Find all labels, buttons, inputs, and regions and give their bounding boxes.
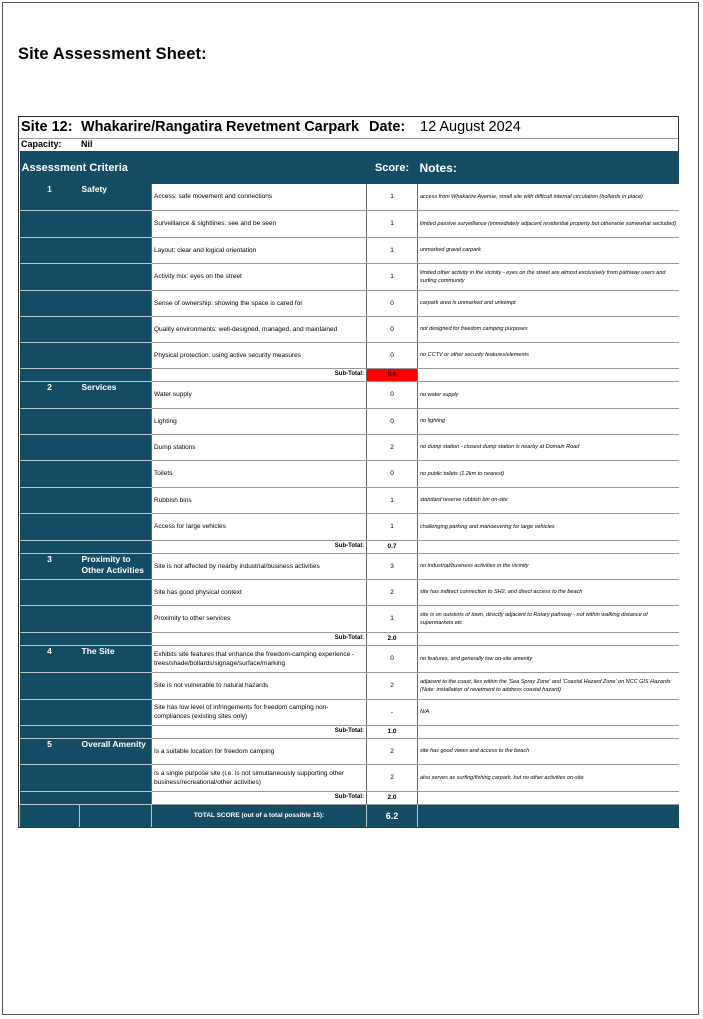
table-row: [20, 342, 679, 368]
criterion-text: Activity mix: eyes on the street: [152, 263, 367, 290]
table-row: [20, 210, 679, 237]
subtotal-row: [20, 791, 679, 804]
section-number-cell: [20, 263, 80, 290]
section-number-cell: [20, 290, 80, 316]
criterion-note: no public toilets (1.2km to nearest): [418, 460, 679, 487]
section-name-cell: [80, 699, 152, 725]
section-name-cell: [80, 579, 152, 605]
criterion-score: 1: [367, 184, 418, 210]
criterion-score: 2: [367, 738, 418, 764]
section-name: Services: [80, 381, 152, 408]
section-number-cell: [20, 699, 80, 725]
section-number: 3: [20, 553, 80, 579]
subtotal-value: 0.7: [367, 540, 418, 553]
section-name: Proximity to Other Activities: [80, 553, 152, 579]
section-number: 5: [20, 738, 80, 764]
section-name-cell: [80, 316, 152, 342]
criterion-note: no water supply: [418, 381, 679, 408]
section-name-cell: [80, 460, 152, 487]
table-row: [20, 237, 679, 263]
section-name-cell: [80, 237, 152, 263]
total-spacer: [418, 804, 679, 827]
criterion-score: 0: [367, 645, 418, 672]
section-name: The Site: [80, 645, 152, 672]
criterion-score: 1: [367, 513, 418, 540]
subtotal-spacer: [80, 632, 152, 645]
criterion-note: limited other activity in the vicinity - eyes on the street are almost exclusively from pathway users and surfing community: [418, 263, 679, 290]
table-row: [20, 487, 679, 513]
section-number: 1: [20, 184, 80, 210]
criterion-score: 1: [367, 210, 418, 237]
total-spacer: [80, 804, 152, 827]
criterion-score: 0: [367, 316, 418, 342]
subtotal-row: [20, 632, 679, 645]
total-score-row: [20, 804, 679, 827]
criterion-score: 2: [367, 579, 418, 605]
criterion-score: 1: [367, 487, 418, 513]
table-row: [20, 764, 679, 791]
section-number-cell: [20, 605, 80, 632]
subtotal-row: [20, 368, 679, 381]
section-name-cell: [80, 290, 152, 316]
site-header-row: [19, 117, 678, 139]
section-number-cell: [20, 210, 80, 237]
table-row: [20, 184, 679, 210]
section-number-cell: [20, 434, 80, 460]
criterion-note: site is on outskirts of town, directly adjacent to Rotary pathway - not within walking distance of supermarkets etc: [418, 605, 679, 632]
subtotal-label: Sub-Total:: [152, 632, 367, 645]
section-name-cell: [80, 342, 152, 368]
assessment-table: [19, 151, 679, 827]
section-name-cell: [80, 263, 152, 290]
criterion-note: also serves as surfing/fishing carpark, but no other activities on-site: [418, 764, 679, 791]
table-row: [20, 553, 679, 579]
criterion-note: no CCTV or other security features/elements: [418, 342, 679, 368]
table-row: [20, 513, 679, 540]
criterion-score: 0: [367, 381, 418, 408]
table-row: [20, 408, 679, 434]
criteria-header: Assessment Criteria: [20, 151, 367, 184]
criterion-text: Proximity to other services: [152, 605, 367, 632]
criterion-text: Site has good physical context: [152, 579, 367, 605]
subtotal-value: 2.0: [367, 632, 418, 645]
capacity-label: Capacity:: [21, 139, 62, 149]
subtotal-spacer: [80, 368, 152, 381]
section-number: 2: [20, 381, 80, 408]
criterion-text: Surveillance & sightlines: see and be seen: [152, 210, 367, 237]
capacity-value: Nil: [81, 139, 93, 149]
criterion-text: Physical protection: using active security measures: [152, 342, 367, 368]
subtotal-note-cell: [418, 368, 679, 381]
total-score-value: 6.2: [367, 804, 418, 827]
criterion-note: standard reserve rubbish bin on-site: [418, 487, 679, 513]
section-name-cell: [80, 408, 152, 434]
criterion-score: 0: [367, 460, 418, 487]
subtotal-spacer: [80, 791, 152, 804]
subtotal-label: Sub-Total:: [152, 791, 367, 804]
table-row: [20, 672, 679, 699]
subtotal-value: 1.0: [367, 725, 418, 738]
criterion-note: challenging parking and manoeuvring for large vehicles: [418, 513, 679, 540]
table-row: [20, 645, 679, 672]
site-label: Site 12:: [21, 119, 73, 135]
criterion-score: 2: [367, 764, 418, 791]
table-row: [20, 738, 679, 764]
criterion-text: Site is not affected by nearby industrial/business activities: [152, 553, 367, 579]
criterion-text: Toilets: [152, 460, 367, 487]
assessment-sheet: [18, 116, 679, 828]
criterion-note: limited passive surveillance (immediately adjacent residential property but otherwise somewhat secluded): [418, 210, 679, 237]
criterion-score: 2: [367, 434, 418, 460]
subtotal-spacer: [20, 632, 80, 645]
section-name-cell: [80, 764, 152, 791]
subtotal-note-cell: [418, 632, 679, 645]
section-name: Overall Amenity: [80, 738, 152, 764]
criterion-text: Dump stations: [152, 434, 367, 460]
section-name-cell: [80, 434, 152, 460]
subtotal-note-cell: [418, 540, 679, 553]
section-name-cell: [80, 513, 152, 540]
table-header-row: [20, 151, 679, 184]
section-number-cell: [20, 316, 80, 342]
criterion-note: carpark area is unmarked and unkempt: [418, 290, 679, 316]
criterion-score: 1: [367, 263, 418, 290]
subtotal-spacer: [20, 725, 80, 738]
total-spacer: [20, 804, 80, 827]
criterion-text: Site is not vulnerable to natural hazards: [152, 672, 367, 699]
criterion-note: unmarked gravel carpark: [418, 237, 679, 263]
subtotal-spacer: [80, 540, 152, 553]
subtotal-spacer: [20, 540, 80, 553]
criterion-text: Is a single purpose site (i.e. is not simultaneously supporting other business/recreational/other activities): [152, 764, 367, 791]
subtotal-note-cell: [418, 725, 679, 738]
criterion-note: adjacent to the coast, lies within the 'Sea Spray Zone' and 'Coastal Hazard Zone' on NCC GIS Hazards (Note: installation of revetment to address coastal hazard): [418, 672, 679, 699]
criterion-text: Layout: clear and logical orientation: [152, 237, 367, 263]
criterion-score: 0: [367, 290, 418, 316]
criterion-score: -: [367, 699, 418, 725]
subtotal-row: [20, 725, 679, 738]
site-name: Whakarire/Rangatira Revetment Carpark: [81, 119, 360, 135]
subtotal-label: Sub-Total:: [152, 368, 367, 381]
table-row: [20, 381, 679, 408]
subtotal-label: Sub-Total:: [152, 540, 367, 553]
section-name-cell: [80, 672, 152, 699]
criterion-note: N/A: [418, 699, 679, 725]
total-score-label: TOTAL SCORE (out of a total possible 15):: [152, 804, 367, 827]
criterion-score: 0: [367, 342, 418, 368]
criterion-text: Access: safe movement and connections: [152, 184, 367, 210]
criterion-text: Rubbish bins: [152, 487, 367, 513]
criterion-note: no industrial/business activities in the vicinity: [418, 553, 679, 579]
section-number-cell: [20, 764, 80, 791]
page-title: Site Assessment Sheet:: [18, 45, 207, 63]
section-number-cell: [20, 487, 80, 513]
date-value: 12 August 2024: [420, 119, 521, 135]
date-label: Date:: [369, 119, 406, 135]
criterion-note: site has good views and access to the beach: [418, 738, 679, 764]
subtotal-note-cell: [418, 791, 679, 804]
criterion-note: access from Whakarire Avenue, small site with difficult internal circulation (bollards in place): [418, 184, 679, 210]
section-name: Safety: [80, 184, 152, 210]
subtotal-spacer: [20, 368, 80, 381]
table-row: [20, 263, 679, 290]
criterion-note: no lighting: [418, 408, 679, 434]
section-name-cell: [80, 605, 152, 632]
section-number-cell: [20, 408, 80, 434]
criterion-score: 0: [367, 408, 418, 434]
notes-header: Notes:: [418, 151, 679, 184]
criterion-score: 3: [367, 553, 418, 579]
subtotal-spacer: [80, 725, 152, 738]
section-number-cell: [20, 579, 80, 605]
criterion-text: Exhibits site features that enhance the freedom-camping experience - trees/shade/bollards/signage/surface/marking: [152, 645, 367, 672]
criterion-text: Is a suitable location for freedom camping: [152, 738, 367, 764]
criterion-note: no dump station - closest dump station is nearby at Domain Road: [418, 434, 679, 460]
score-header: Score:: [367, 151, 418, 184]
criterion-note: site has indirect connection to SH2, and direct access to the beach: [418, 579, 679, 605]
capacity-row: [19, 139, 678, 151]
table-row: [20, 316, 679, 342]
subtotal-spacer: [20, 791, 80, 804]
criterion-text: Lighting: [152, 408, 367, 434]
criterion-text: Water supply: [152, 381, 367, 408]
criterion-note: no features, and generally low on-site amenity: [418, 645, 679, 672]
section-number-cell: [20, 672, 80, 699]
table-row: [20, 290, 679, 316]
table-row: [20, 460, 679, 487]
table-row: [20, 699, 679, 725]
section-name-cell: [80, 210, 152, 237]
section-number-cell: [20, 513, 80, 540]
section-number-cell: [20, 460, 80, 487]
table-row: [20, 605, 679, 632]
section-number-cell: [20, 237, 80, 263]
section-number-cell: [20, 342, 80, 368]
criterion-text: Site has low level of infringements for freedom camping non-compliances (existing sites only): [152, 699, 367, 725]
criterion-score: 1: [367, 605, 418, 632]
section-name-cell: [80, 487, 152, 513]
criterion-text: Sense of ownership: showing the space is cared for: [152, 290, 367, 316]
subtotal-value: 0.6: [367, 368, 418, 381]
subtotal-value: 2.0: [367, 791, 418, 804]
criterion-note: not designed for freedom camping purposes: [418, 316, 679, 342]
subtotal-label: Sub-Total:: [152, 725, 367, 738]
criterion-text: Quality environments: well-designed, managed, and maintained: [152, 316, 367, 342]
table-row: [20, 579, 679, 605]
criterion-score: 1: [367, 237, 418, 263]
subtotal-row: [20, 540, 679, 553]
criterion-text: Access for large vehicles: [152, 513, 367, 540]
table-row: [20, 434, 679, 460]
criterion-score: 2: [367, 672, 418, 699]
section-number: 4: [20, 645, 80, 672]
